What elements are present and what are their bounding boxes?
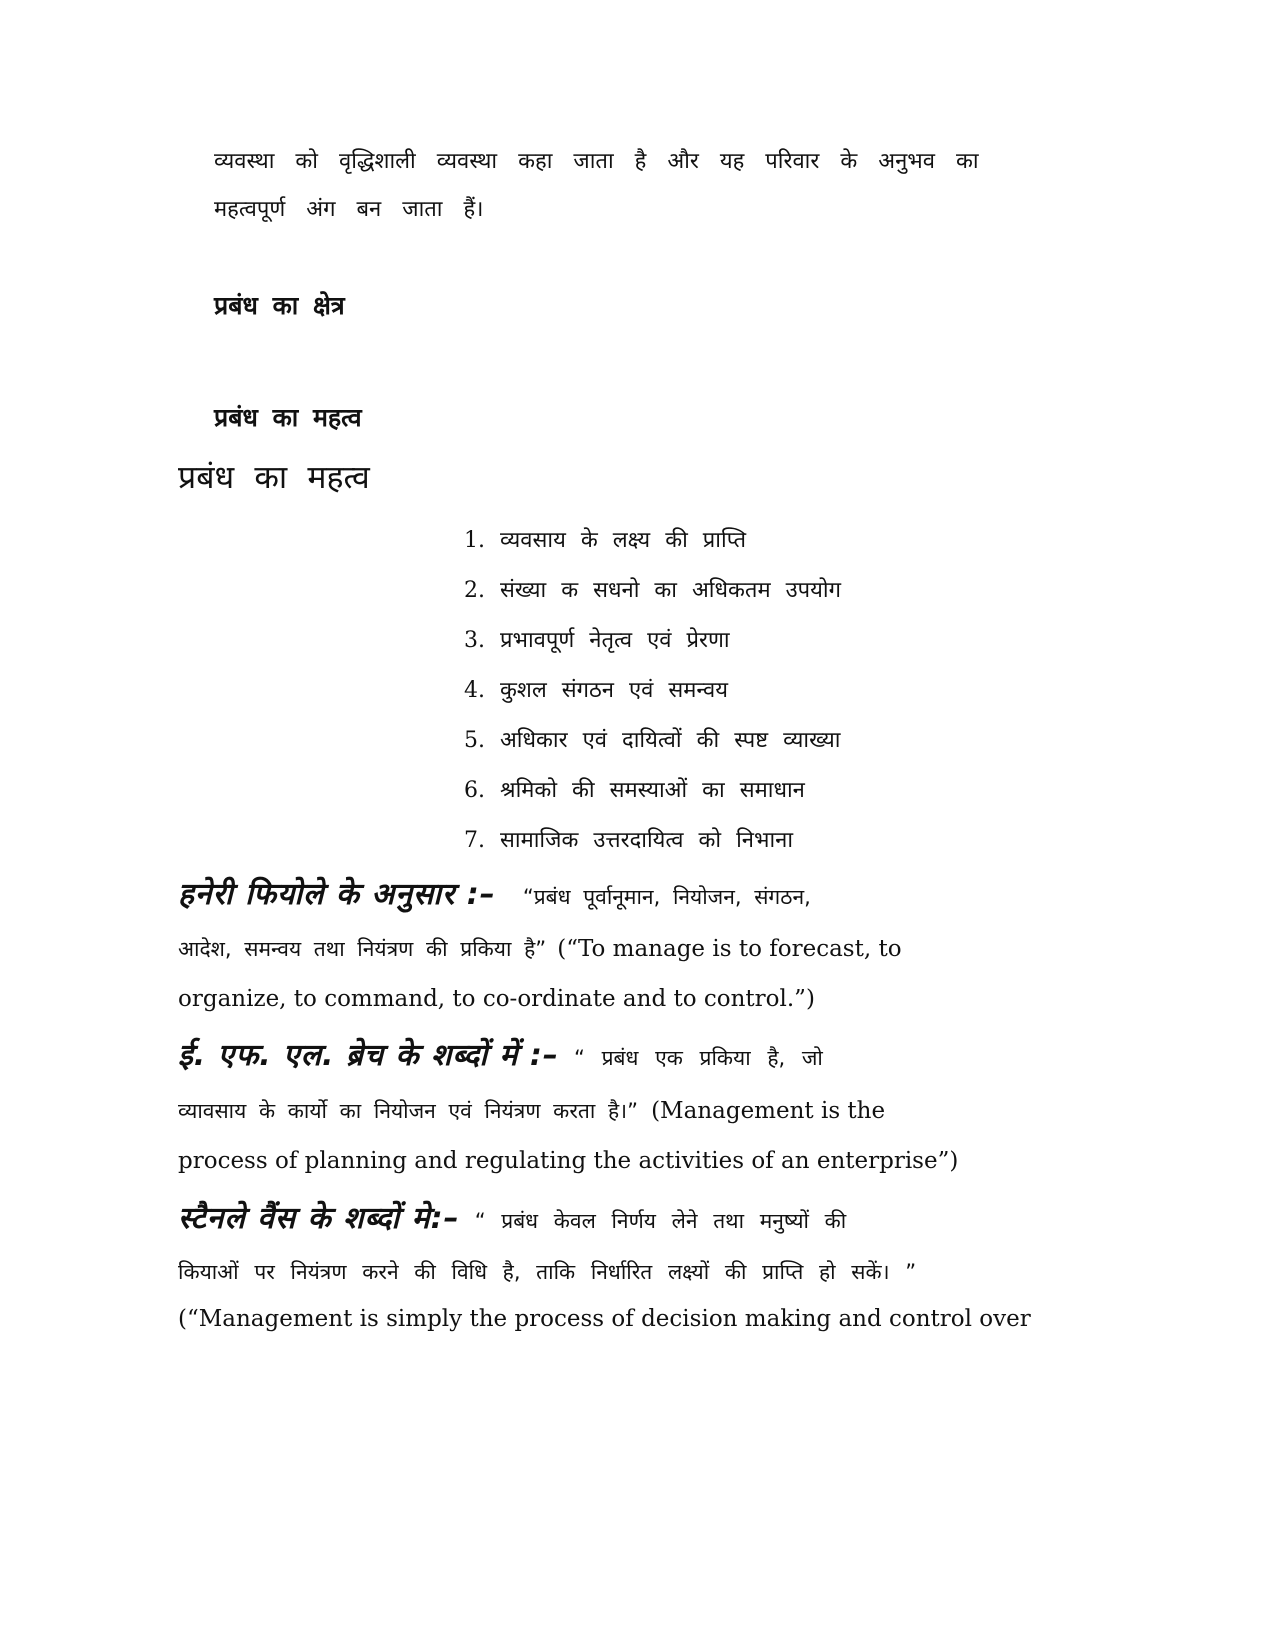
list-item-number: 1.	[464, 528, 485, 553]
intro-line-1: व्यवस्था को वृद्धिशाली व्यवस्था कहा जाता है और यह परिवार के अनुभव का	[214, 149, 979, 174]
definition-fayol-line-2	[178, 935, 902, 963]
definition-vance-hindi-1: “ प्रबंध केवल निर्णय लेने तथा मनुष्यों की	[474, 1209, 847, 1233]
definition-vance-line-1	[178, 1196, 846, 1237]
list-item-number: 5.	[464, 728, 485, 753]
list-item-text: कुशल संगठन एवं समन्वय	[500, 678, 728, 703]
list-item-number: 6.	[464, 778, 485, 803]
definition-brech-line-2	[178, 1097, 885, 1125]
list-item-text: संख्या क सधनो का अधिकतम उपयोग	[500, 578, 841, 603]
definition-vance-label: स्टैनले वैंस के शब्दों मे:–	[178, 1201, 460, 1236]
definition-fayol-line-1	[178, 872, 811, 913]
definition-vance-hindi-2: कियाओं पर नियंत्रण करने की विधि है, ताकि निर्धारित लक्ष्यों की प्राप्ति हो सकें। ”	[178, 1260, 917, 1284]
heading-scope: प्रबंध का क्षेत्र	[214, 291, 345, 320]
list-item-text: सामाजिक उत्तरदायित्व को निभाना	[500, 828, 794, 853]
list-item	[464, 674, 728, 704]
list-item	[464, 524, 746, 554]
definition-fayol-hindi-2: आदेश, समन्वय तथा नियंत्रण की प्रकिया है”	[178, 937, 547, 961]
heading-importance: प्रबंध का महत्व	[178, 458, 370, 496]
definition-vance-english-1: (“Management is simply the process of decision making and control over	[178, 1306, 1031, 1332]
intro-line-2: महत्वपूर्ण अंग बन जाता हैं।	[214, 197, 484, 222]
list-item-text: प्रभावपूर्ण नेतृत्व एवं प्रेरणा	[500, 628, 730, 653]
list-item	[464, 774, 805, 804]
definition-brech-line-1	[178, 1033, 823, 1074]
list-item	[464, 724, 840, 754]
definition-fayol-english-2: organize, to command, to co-ordinate and to control.”)	[178, 986, 815, 1012]
definition-brech-label: ई. एफ. एल. ब्रेच के शब्दों में :–	[178, 1038, 559, 1073]
list-item-text: श्रमिको की समस्याओं का समाधान	[500, 778, 805, 803]
definition-brech-english-2: process of planning and regulating the activities of an enterprise”)	[178, 1148, 959, 1174]
definition-brech-english-1: (Management is the	[651, 1098, 886, 1124]
list-item-text: व्यवसाय के लक्ष्य की प्राप्ति	[500, 528, 747, 553]
list-item-number: 7.	[464, 828, 485, 853]
list-item	[464, 824, 793, 854]
list-item	[464, 624, 730, 654]
definition-brech-hindi-2: व्यावसाय के कार्यो का नियोजन एवं नियंत्रण करता है।”	[178, 1099, 638, 1123]
list-item	[464, 574, 841, 604]
heading-importance-bold: प्रबंध का महत्व	[214, 403, 362, 432]
definition-fayol-hindi-1: “प्रबंध पूर्वानूमान, नियोजन, संगठन,	[522, 885, 811, 909]
definition-fayol-english-1: (“To manage is to forecast, to	[557, 936, 902, 962]
list-item-number: 3.	[464, 628, 485, 653]
list-item-number: 2.	[464, 578, 485, 603]
list-item-text: अधिकार एवं दायित्वों की स्पष्ट व्याख्या	[500, 728, 841, 753]
definition-fayol-label: हनेरी फियोले के अनुसार :–	[178, 877, 496, 912]
definition-brech-hindi-1: “ प्रबंध एक प्रकिया है, जो	[574, 1046, 823, 1070]
list-item-number: 4.	[464, 678, 485, 703]
